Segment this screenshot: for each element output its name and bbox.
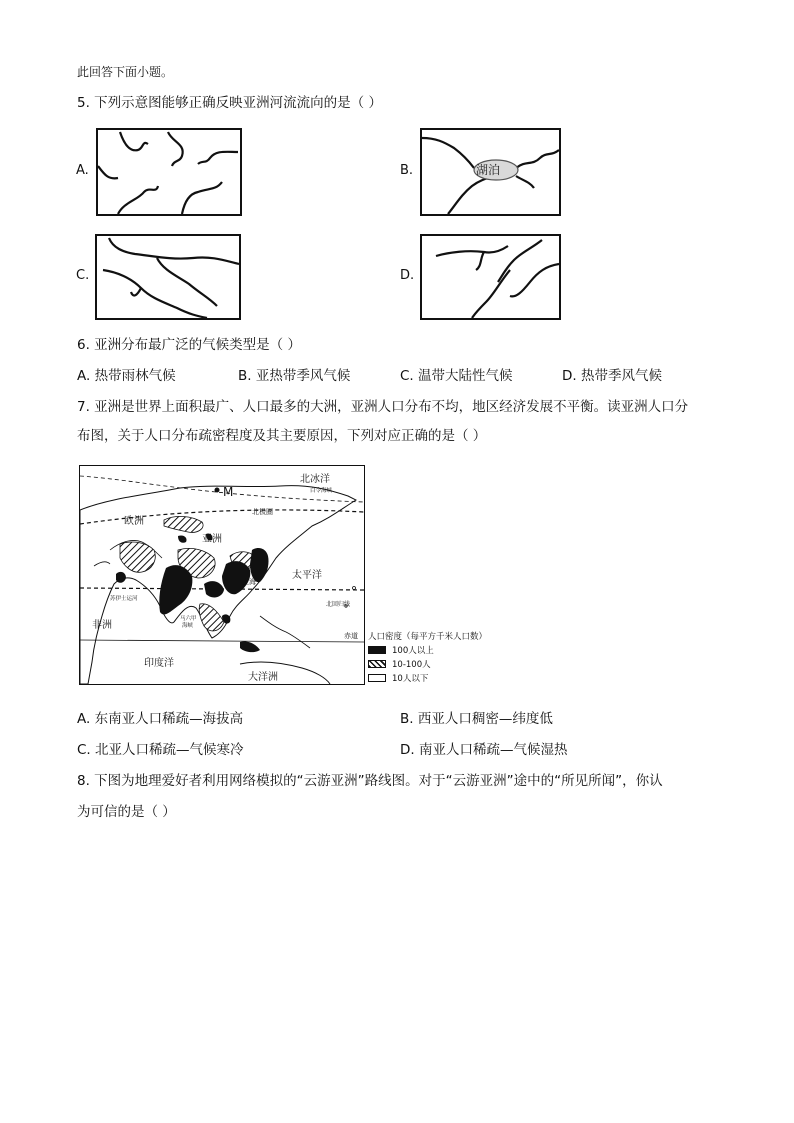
label-m: M (223, 485, 234, 499)
q6-option-d[interactable]: D. 热带季风气候 (562, 368, 662, 384)
legend-title: 人口密度（每平方千米人口数） (368, 632, 488, 642)
hatched-region (164, 516, 203, 532)
population-map (79, 465, 365, 685)
legend-item-dense: 100人以上 (392, 646, 434, 656)
q5-option-a-letter: A. (76, 163, 89, 178)
q6-option-b[interactable]: B. 亚热带季风气候 (238, 368, 351, 384)
q5-option-b-letter: B. (400, 163, 414, 178)
label-tropic: 北回归线 (326, 601, 351, 608)
label-africa: 非洲 (92, 620, 112, 631)
q5-option-a-diagram[interactable] (96, 128, 242, 216)
legend-swatch-dense (368, 646, 386, 654)
point-m (215, 488, 220, 493)
q8-stem-line2: 为可信的是（ ） (77, 804, 176, 820)
q5-option-c-letter: C. (76, 268, 90, 283)
label-malacca-1: 马六甲 (180, 616, 197, 622)
equator-line (80, 640, 364, 642)
label-europe: 欧洲 (124, 516, 144, 527)
label-suez: 苏伊士运河 (110, 596, 138, 602)
q5-stem: 5. 下列示意图能够正确反映亚洲河流流向的是（ ） (77, 95, 382, 111)
legend-swatch-sparse (368, 674, 386, 682)
lake-label: 湖泊 (476, 163, 501, 177)
legend-item-medium: 10-100人 (392, 660, 431, 670)
label-equator: 赤道 (344, 632, 358, 640)
label-indian-ocean: 印度洋 (144, 658, 174, 669)
q6-stem: 6. 亚洲分布最广泛的气候类型是（ ） (77, 337, 301, 353)
label-strait-top: 白令海峡 (310, 488, 333, 494)
q5-option-b-diagram[interactable] (420, 128, 561, 216)
q7-option-b[interactable]: B. 西亚人口稠密—纬度低 (400, 711, 553, 727)
label-malacca-2: 海峡 (182, 623, 194, 629)
legend-item-sparse: 10人以下 (392, 674, 429, 684)
q5-option-c-diagram[interactable] (95, 234, 241, 320)
label-asia: 亚洲 (202, 534, 222, 545)
intro-text: 此回答下面小题。 (77, 65, 174, 79)
q7-stem-line2: 布图，关于人口分布疏密程度及其主要原因，下列对应正确的是（ ） (77, 428, 487, 444)
population-map-drawing (80, 466, 364, 684)
q7-option-a[interactable]: A. 东南亚人口稀疏—海拔高 (77, 711, 244, 727)
legend-swatch-medium (368, 660, 386, 668)
river-diagram-c (97, 236, 239, 318)
label-pacific: 太平洋 (292, 570, 322, 581)
q6-option-c[interactable]: C. 温带大陆性气候 (400, 368, 513, 384)
q6-option-a[interactable]: A. 热带雨林气候 (77, 368, 176, 384)
q8-stem-line1: 8. 下图为地理爱好者利用网络模拟的“云游亚洲”路线图。对于“云游亚洲”途中的“所见所闻”，你认 (77, 773, 663, 789)
label-arctic-ocean: 北冰洋 (300, 474, 330, 485)
q5-option-d-letter: D. (400, 268, 415, 283)
label-shanghai: 上海 (242, 578, 256, 586)
river-diagram-d (422, 236, 559, 318)
label-arctic-circle: 北极圈 (252, 508, 273, 516)
q7-option-d[interactable]: D. 南亚人口稀疏—气候湿热 (400, 742, 568, 758)
q7-stem-line1: 7. 亚洲是世界上面积最广、人口最多的大洲，亚洲人口分布不均，地区经济发展不平衡。读亚洲人口分 (77, 399, 689, 415)
q5-option-d-diagram[interactable] (420, 234, 561, 320)
label-oceania: 大洋洲 (248, 672, 278, 683)
river-diagram-a (98, 130, 240, 214)
q7-option-c[interactable]: C. 北亚人口稀疏—气候寒冷 (77, 742, 244, 758)
